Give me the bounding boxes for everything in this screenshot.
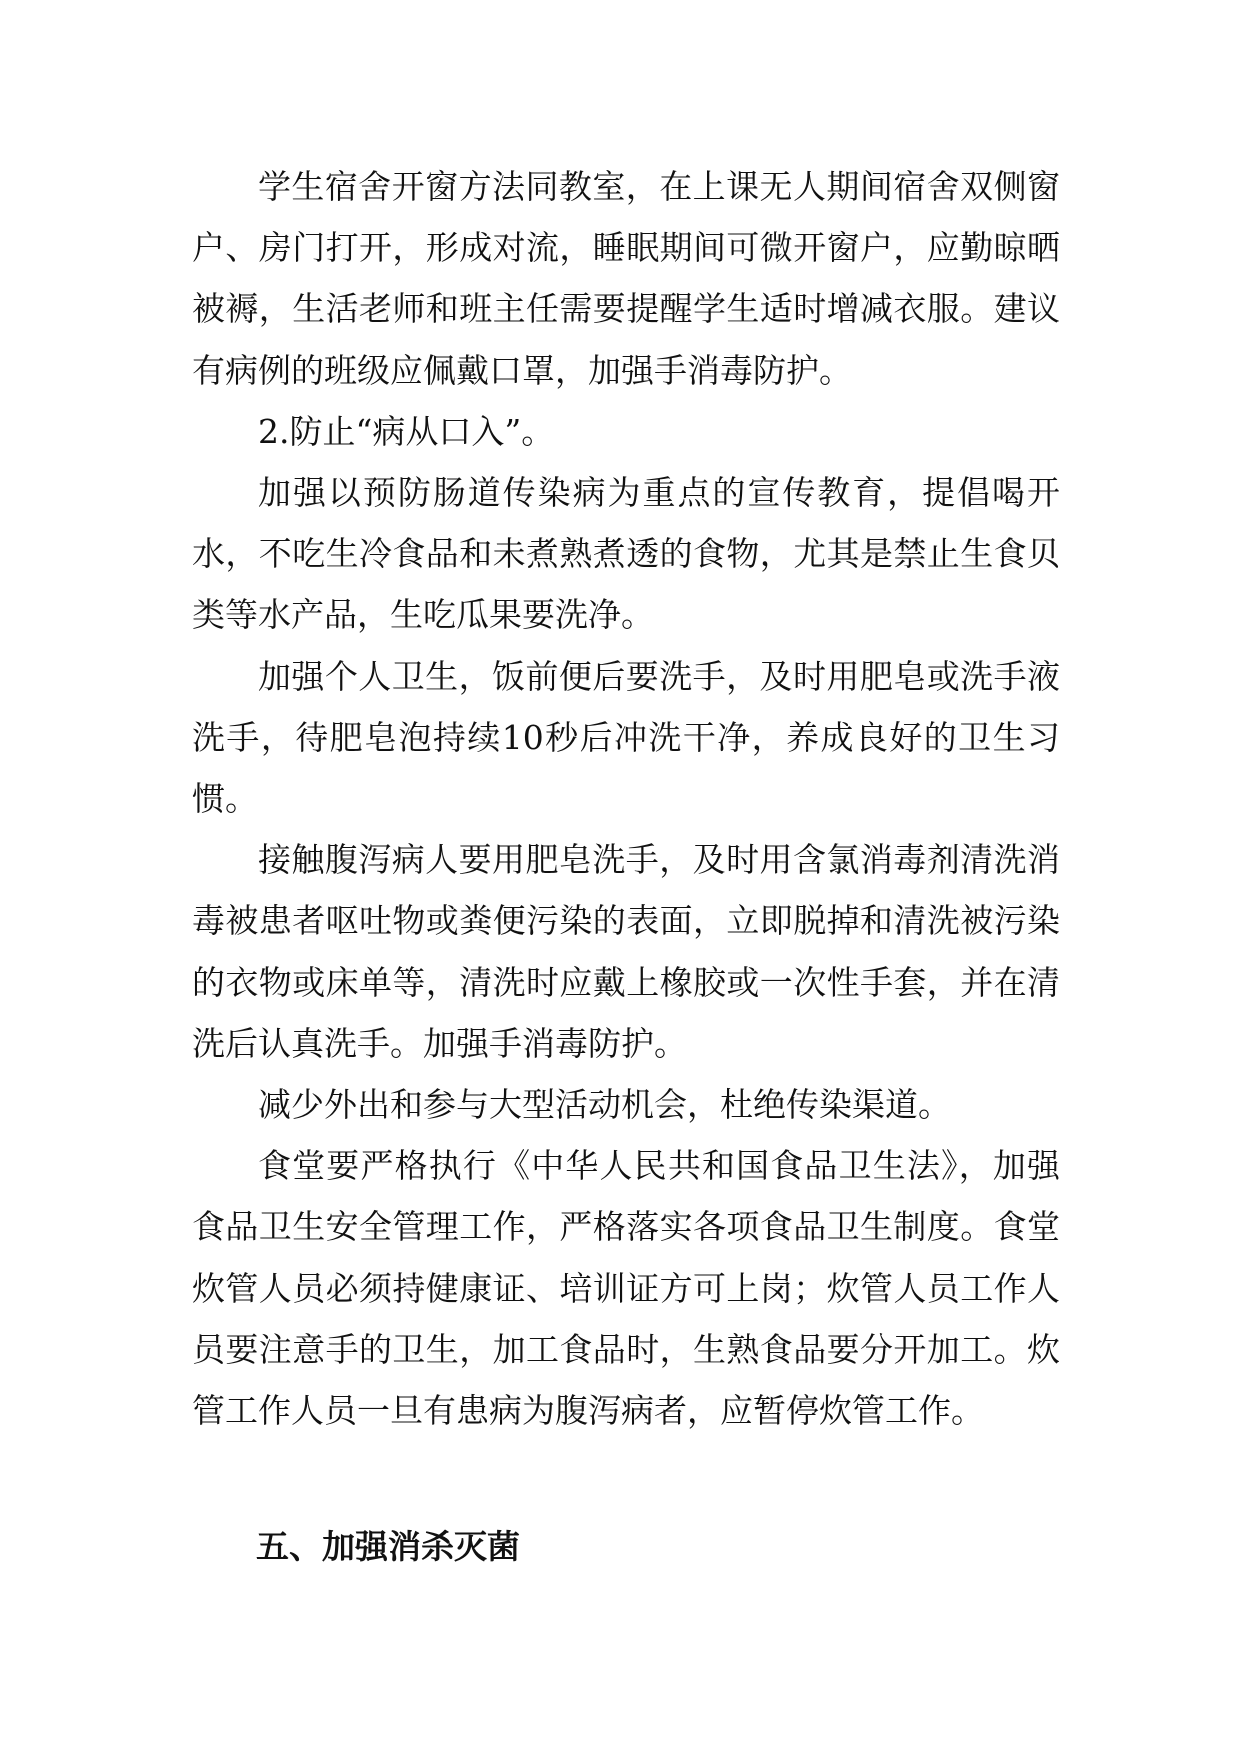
document-body [192,156,1060,1441]
paragraph-reduce-outings: 减少外出和参与大型活动机会，杜绝传染渠道。 [258,1085,951,1125]
section-heading: 五、加强消杀灭菌 [256,1527,520,1566]
paragraph-subheading-food-safety: 2.防止“病从口入”。 [258,411,555,451]
paragraph-diarrhea-contact: 接触腹泻病人要用肥皂洗手，及时用含氯消毒剂清洗消毒被患者呕吐物或粪便污染的表面，立即脱掉和清洗被污染的衣物或床单等，清洗时应戴上橡胶或一次性手套，并在清洗后认真洗手。加强手消毒防护。 [192,840,1060,1063]
paragraph-dormitory-ventilation: 学生宿舍开窗方法同教室，在上课无人期间宿舍双侧窗户、房门打开，形成对流，睡眠期间可微开窗户，应勤晾晒被褥，生活老师和班主任需要提醒学生适时增减衣服。建议有病例的班级应佩戴口罩，加强手消毒防护。 [192,167,1060,390]
paragraph-personal-hygiene: 加强个人卫生，饭前便后要洗手，及时用肥皂或洗手液洗手，待肥皂泡持续10秒后冲洗干净，养成良好的卫生习惯。 [192,656,1060,819]
paragraph-intestinal-disease-education: 加强以预防肠道传染病为重点的宣传教育，提倡喝开水，不吃生冷食品和未煮熟煮透的食物，尤其是禁止生食贝类等水产品，生吃瓜果要洗净。 [192,473,1060,635]
paragraph-canteen-safety: 食堂要严格执行《中华人民共和国食品卫生法》，加强食品卫生安全管理工作，严格落实各项食品卫生制度。食堂炊管人员必须持健康证、培训证方可上岗；炊管人员工作人员要注意手的卫生，加工食品时，生熟食品要分开加工。炊管工作人员一旦有患病为腹泻病者，应暂停炊管工作。 [192,1146,1060,1431]
